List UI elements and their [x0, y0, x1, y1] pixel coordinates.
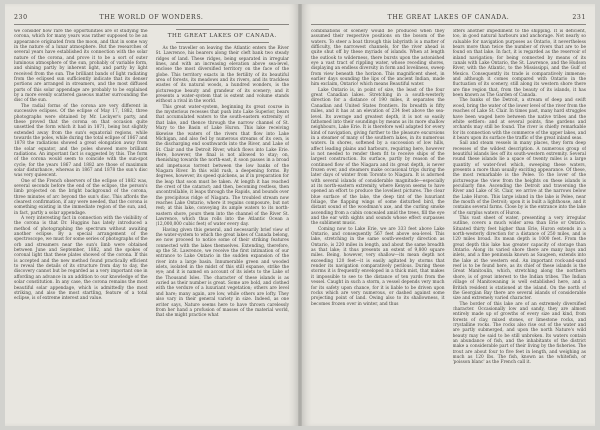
running-title: THE GREAT LAKES OF CANADA. — [387, 14, 510, 21]
section-rule — [176, 42, 270, 43]
paragraph: Sail and steam vessels in many places, they form deep recesses of the wildest description. A numerous group of beautiful islands lies off its south-western extremity. Several round these islands lie a space of twenty miles is a large quantity of water-fowl which, sweeping these waters, presents a more than usually exciting appearance. Of these, the most remarkable is the Pelee. To the lover of the picturesque the view from the heights on these islands is peculiarly fine. Ascending the Detroit and traversing the River and Lake of St. Clair, we arrive at the narrows below the Lake Huron. This large island in the lake is Pelee, near the mouth of the Detroit; upon it is built a lighthouse, and it contains several farms. Close by is the entrance into the lake of the surplus waters of Huron. — [452, 141, 586, 216]
book-spread — [5, 4, 595, 426]
section-rule — [176, 29, 270, 30]
paragraph: Coming now to Lake Erie, we are 333 feet above Lake Ontario, and consequently 567 feet above sea-level. This lake, stretching in the same south-westerly direction as Ontario, is 220 miles in length, and about the same breadth as that lake; it thus presents an extent of 9,800 square miles. Being, however, very shallow—its mean depth not exceeding 120 feet—it is easily agitated by storms that render its navigation comparatively perilous. During these storms it is frequently enveloped in a thick mist, that makes it impossible to see to the distance of ten yards from the vessel. Caught in such a storm, a vessel depends very much for its safety upon chance, for it is liable to be driven upon rocks which are very numerous, or dashed against some projecting point of land. Owing also to its shallowness, it becomes frozen over in winter, and thus — [311, 226, 445, 307]
section-title: THE GREAT LAKES OF CANADA. — [167, 33, 277, 39]
paragraph: This vast sheet of water, presenting a very irregular outline, covers a much wider area than Erie or Ontario. Situated thirty feet higher than Erie, Huron extends in a north-westerly direction for a distance of 250 miles, and is 120 miles broad. Its mean depth is 1000 feet. From the great depth this lake has greater capacity of storage than Ontario. Along its varied shore there are many bays and inlets, and a fine peninsula known as Saugeen, extends into the lake at the western end. An important rock-and-sand reef is to be found here, as its chief of these islands is the Great Manitoulin, which, stretching along the northern shore, is of great interest to the Indian tribes. The Indian village of Manitowaning is well established here, and a British resident is stationed at the island. On the north of the Georgian Bay there are several islands of considerable size and extremely varied character. — [452, 216, 586, 302]
paragraph: combinations of scenery would be produced when they assumed their respective positions on the bosom of the waters. To steer a boat through this labyrinth is a matter of difficulty, the narrowest channels, for the river ahead is quite shut off by these myriads of islands. When at length the outlook to wilderness, there bursts upon the astonished eye a vast tract of rippling water, whose receding shores, displaying an endless diversity in form and loveliness, sweep from view beneath the horizon. This magnificent sheet, in earlier days sounding the lips of the ancient Indian, made him exclaim, Ontario! which means Beautiful water. — [311, 29, 445, 88]
paragraph: One of the French observers of the eclipse of 1882 was, several seconds before the end of the eclipse, the person's limb projected on the bright background of the corona, three minutes of arc beyond the sun's disc. This affords the clearest confirmation, if any were needed, that the corona is something existing in the immediate region of the sun, and, in fact, partly a solar appendage. — [14, 178, 148, 216]
left-column-2 — [156, 29, 290, 421]
right-column-2 — [453, 29, 587, 421]
page-number: 231 — [572, 14, 586, 21]
running-head — [14, 14, 289, 25]
paragraph: The radial forms of the corona are very different in successive eclipses. Of the eclipse of May 17, 1882, three photographs were obtained by Mr. Lockyer's party, and these proved that the corona on that occasion quite unsettled the form which it had in 1871, being but slightly extended away from the sun's equatorial regions, while towards the poles, while during the total eclipse of 1867 and 1878 the radiations showed a great elongation away from the solar equator, and the poles showed more brilliant radiations. An important fact is suggested by this. The form of the corona would seem to coincide with the sun-spot cycle; for the years 1867 and 1882 are those of maximum solar disturbance, whereas in 1867 and 1878 the sun's disc was very quiescent. — [14, 103, 148, 179]
running-head — [311, 14, 586, 25]
page-number: 230 — [14, 14, 28, 21]
paragraph: This great water-system, beginning its great course in the mysterious recesses that push into Lake Superior, bears that accumulated waters to the south-eastern extremity of that lake, and thence through the narrow channel of St. Mary to the Basin of Lake Huron. This lake receiving likewise the waters of the rivers that flow into Lake Michigan, and also fed by numerous streams of its own, is the discharging end southwards into the River, and Lake of St. Clair and the Detroit River, which flows into Lake Erie. Here, however, the final is not allowed to stay; on, rhenishing towards the north-east, it soon passes in a broad and impetuous torrent between the low banks of the Niagara River. In this wild rush, a deepening forms. By degrees, however, its speed quickens, as if in preparation for the leap that soon must be taken. At length it has reached the crest of the cataract; and then, becoming restless, then uncontrollable, it leaps through the Rapids, and bounds over the precipitous ridge of Niagara. The troubled stream now reaches Lake Ontario, where it regains composure, but not rest; at this lake, conveying its ample waters to its north-eastern shore, pours them into the channel of the River St. Lawrence, which thus rolls into the Atlantic Ocean a (12,000,000 cubic feet) of water every day. — [155, 104, 289, 228]
paragraph: Having given this general, and necessarily brief view of the water-system to which the great lakes of Canada belong, we now proceed to notice some of their striking features connected with the lakes themselves. Extending, therefore, up the St. Lawrence, we receive the first intimation of our entrance to Lake Ontario in the sudden expansion of the river into a large basin. Innumerable green and wooded islets, isolated in the midst of this still expanse, strike the eye; and it is named on account of its islets to the Lake of the Thousand Isles. The character of these islands is as varied as their number is great. Some are bold, and clothed with the verdure of a luxuriant vegetation; others are level and bare; many again, are low, while others are lofty. They also vary in their general variety in size. Indeed, as one writer says, Nature seems here to have thrown carelessly from her hand a profusion of masses of the material world, that she might practice what — [155, 227, 289, 319]
paragraph: A very interesting fact in connection with the visibility of the corona is that Dr. Huggins has lately introduced a method of photographing the spectrum without awaiting another eclipse. By a special arrangement of the spectroscope, we must for some series of photographs of the orb and streamers near the sun's limb were obtained between June and September, 1882, and the spokes of coronal light that these plates showed of the corona. If this is accepted and the new method found practically efficient to reveal the details of its structure from day to day, the discovery cannot but be regarded as a very important one in affording an advance in an addition to our knowledge of the solar constitution. In any case, the corona remains the most beautiful solar appendage, which is admittedly the most striking, and also the most startling, feature of a total eclipse, is of extreme interest and value. — [14, 216, 148, 302]
paragraph: Lake Ontario is, in point of size, the least of the four great Canadian lakes. Stretching in a south-westerly direction for a distance of 190 miles, it separates the Canadian and United States frontiers. Its breadth is fifty miles, and it has at an elevation of 234 feet above the sea-level. Its average and greatest depth, it is not so easily fathomed into their soundings by means as its more shallow neighbours, Lake Erie. It is therefore well adapted for every kind of navigation, giving further to the pleasure excursions in a steamer of many of the southern lakes, in its numerous waters. In shores, softened by a succession of low hills, affect leading plains and harbours, requiring here, however is not needed to render them fit to receive ships of the largest construction. Its surface, partly by reason of the continued flow of the Niagara and its great depth, is never frozen over, and steamers make occasional trips during the later days of winter from Toronto to Niagara. It is adorned with several islands of considerable magnitude—especially at its north-eastern extremity, where Kenyon seems to have opened an effort to produce the loveliest pictures. The clear blue surface of the lake, the deep tint of the luxuriant foliage, the flapping wings of some disturbed bird, the distant sound of the woodman's axe, and the curling smoke ascending from a cabin concealed amid the trees, fill the eye and the ear with sights and sounds whose effect surpasses the subliment music. — [311, 87, 445, 227]
left-column-1 — [14, 29, 148, 421]
paragraph: we consider how rare the opportunities are of studying the corona, which for many years was rather supposed to be an appearance originated from the moon, and that in some way in the nature of a lunar atmosphere. But the researches of several years have established its connection with the solar nature of the corona, and prove it to be a sort of outer luminous atmosphere of the sun, probably of variable form, and shining partly by inherent light, and partly by light received from the sun. The brilliant bands of light radiating from the eclipsed sun sufficiently indicate that its denser portions are arranged in streamers, and the most diffused parts of this solar appendage are probably to be explained by a more evenly scattered gaseous matter surrounding the disc of the sun. — [14, 29, 148, 104]
paragraph: As the traveller on leaving the Atlantic enters the River St. Lawrence, his bearers along their cleft bank two steady ridges of land. These ridges, being separated in irregular lines, and with an increasing elevation above sea-level, enclose the most diversified territory on the face of the globe. This territory exacts in the fertility of its beautiful area of forests, its meadows and its rivers, and its trackless wastes of its natural woods, a hundred wonders, is the picturesque beauty and grandeur of its scenery; and it presents a water-system that is extent and volume stands without a rival in the world. — [155, 46, 289, 105]
right-column-1 — [311, 29, 445, 421]
right-page — [302, 4, 595, 426]
left-page — [5, 4, 298, 426]
paragraph: offers another impediment to the shipping. It is deficient, too, in good natural harbours and anchorage. Not nearly so valuable for navigation purposes as Ontario, it nevertheless bears more than twice the number of rivers that are to be found on that lake. In fact, it is regarded as the reservoir of inland navigation; for being connected by means of its canals with Lake Ontario, the St. Lawrence, and the Hudson River, with the Atlantic, to the Mississippi, and the Gulf of Mexico. Consequently its trade is comparatively immense; and although it comes compared with Ontario in the fluctuation of its scenery, still along its western shore there are fine region that, from the beauty of its islands, it has been known as The Garden of Canada. — [452, 29, 586, 99]
paragraph: The banks of the Detroit, a stream of deep and swift wood, bring the water of the lower level of the river from the reaches of Lake St. Clair. In times past, many hard struggles have been waged here between the native tribes and the white settlers: and at several points, fine gardens and orchards may still be found. The river is chiefly remarkable for its connection with the commerce of the upper lakes, and it bears upon its surface the traffic of the great inland seas. — [452, 98, 586, 141]
running-title: THE WORLD OF WONDERS. — [99, 14, 204, 21]
paragraph: The border of this lake are of an extremely diversified character. Occasionally low and sandy, they are almost entirely made up of growths of every size and kind, from forests of clay, mixed stones, or limestone rocks, and crystalline rocks. The rocks also rise out of the water and are partly submerged, and upon the north Nature's wild beauty may be said to be still unbroken. Its waters contain an abundance of fish, and the inhabitants of the district make a considerable part of their living by the fisheries. The trout are about four to five feet in length, and weighing as much as 120 lbs. The fish, known as the whitefish, or 'poisson blanc' as the French call it. — [452, 301, 586, 366]
